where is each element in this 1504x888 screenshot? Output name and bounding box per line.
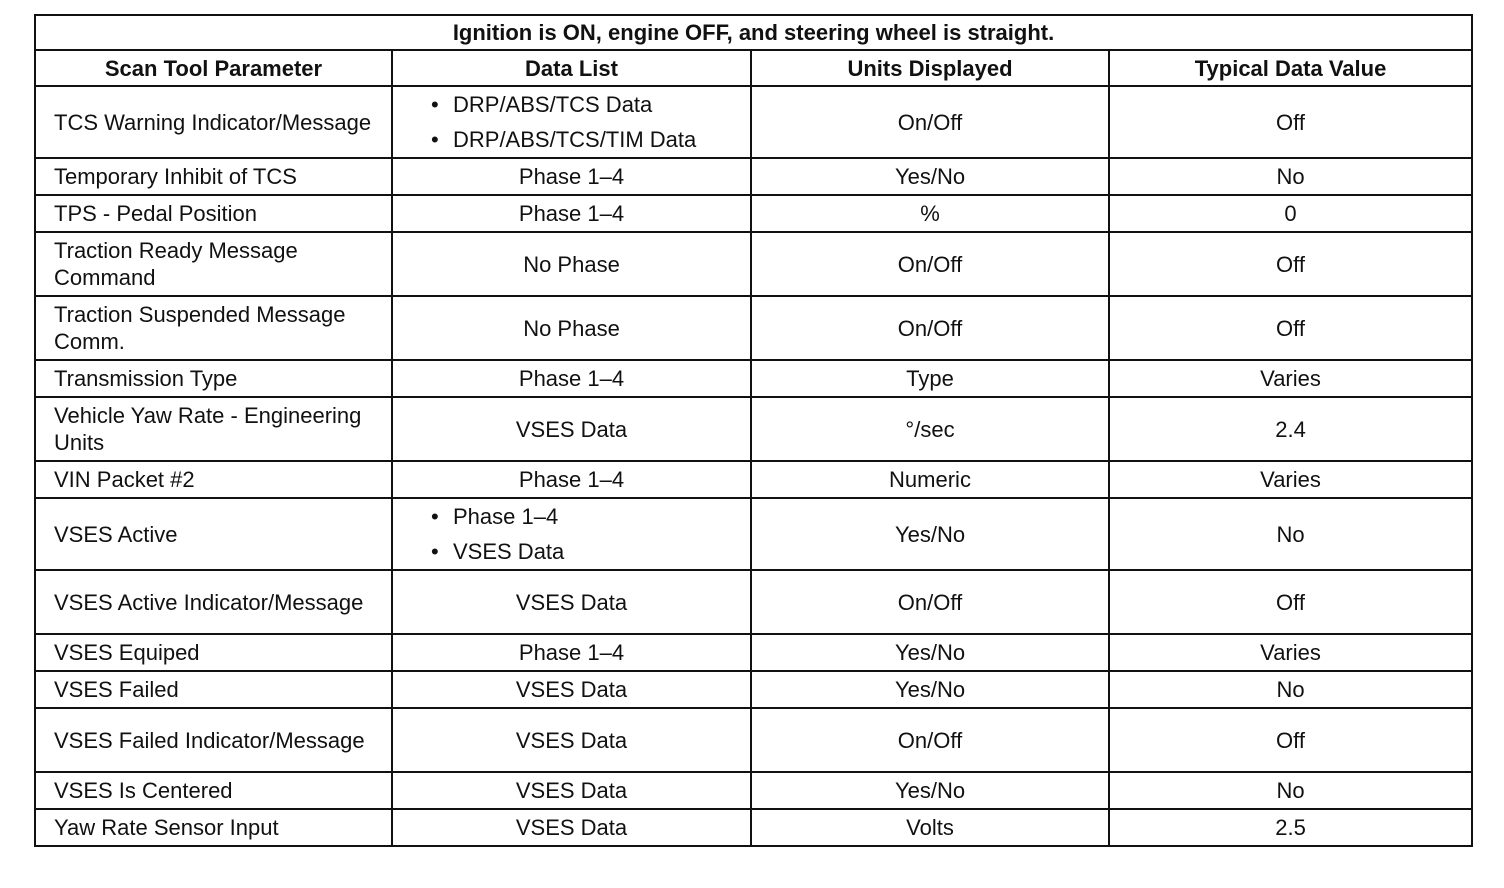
table-row bbox=[35, 360, 1472, 397]
parameter-cell: TPS - Pedal Position bbox=[35, 195, 392, 232]
value-cell: Off bbox=[1109, 86, 1472, 158]
data-list-cell bbox=[392, 86, 751, 158]
parameter-cell: VSES Failed Indicator/Message bbox=[35, 708, 392, 772]
table-row bbox=[35, 708, 1472, 772]
data-list-item: • DRP/ABS/TCS/TIM Data bbox=[431, 122, 750, 157]
table-row bbox=[35, 809, 1472, 846]
parameter-cell: VSES Failed bbox=[35, 671, 392, 708]
units-cell: Yes/No bbox=[751, 158, 1109, 195]
parameter-cell: TCS Warning Indicator/Message bbox=[35, 86, 392, 158]
parameter-cell: Yaw Rate Sensor Input bbox=[35, 809, 392, 846]
data-list-cell bbox=[392, 498, 751, 570]
header-scan-tool-parameter: Scan Tool Parameter bbox=[35, 50, 392, 86]
value-cell: 2.4 bbox=[1109, 397, 1472, 461]
parameter-cell: Transmission Type bbox=[35, 360, 392, 397]
units-cell: Yes/No bbox=[751, 498, 1109, 570]
value-cell: Off bbox=[1109, 296, 1472, 360]
value-cell: No bbox=[1109, 158, 1472, 195]
data-list-cell: Phase 1–4 bbox=[392, 360, 751, 397]
scan-tool-data-table bbox=[34, 14, 1473, 847]
units-cell: Yes/No bbox=[751, 671, 1109, 708]
caption-row bbox=[35, 15, 1472, 50]
table-row bbox=[35, 671, 1472, 708]
parameter-cell: VSES Equiped bbox=[35, 634, 392, 671]
units-cell: On/Off bbox=[751, 232, 1109, 296]
table-row bbox=[35, 397, 1472, 461]
data-list-cell: Phase 1–4 bbox=[392, 158, 751, 195]
units-cell: Volts bbox=[751, 809, 1109, 846]
units-cell: Yes/No bbox=[751, 634, 1109, 671]
data-list-cell: VSES Data bbox=[392, 809, 751, 846]
value-cell: No bbox=[1109, 772, 1472, 809]
parameter-cell: VSES Active bbox=[35, 498, 392, 570]
value-cell: Off bbox=[1109, 570, 1472, 634]
header-data-list: Data List bbox=[392, 50, 751, 86]
data-list-cell: Phase 1–4 bbox=[392, 461, 751, 498]
value-cell: Off bbox=[1109, 708, 1472, 772]
data-list-cell: VSES Data bbox=[392, 708, 751, 772]
units-cell: % bbox=[751, 195, 1109, 232]
table-row bbox=[35, 86, 1472, 158]
value-cell: 2.5 bbox=[1109, 809, 1472, 846]
header-row bbox=[35, 50, 1472, 86]
data-list-cell: Phase 1–4 bbox=[392, 634, 751, 671]
data-list-bullets bbox=[393, 499, 750, 569]
data-list-item: • VSES Data bbox=[431, 534, 750, 569]
units-cell: Numeric bbox=[751, 461, 1109, 498]
table-row bbox=[35, 461, 1472, 498]
header-typical-data-value: Typical Data Value bbox=[1109, 50, 1472, 86]
data-list-item: • Phase 1–4 bbox=[431, 499, 750, 534]
parameter-cell: Traction Suspended Message Comm. bbox=[35, 296, 392, 360]
value-cell: Off bbox=[1109, 232, 1472, 296]
value-cell: Varies bbox=[1109, 634, 1472, 671]
header-units-displayed: Units Displayed bbox=[751, 50, 1109, 86]
parameter-cell: Vehicle Yaw Rate - Engineering Units bbox=[35, 397, 392, 461]
data-list-cell: VSES Data bbox=[392, 671, 751, 708]
units-cell: On/Off bbox=[751, 708, 1109, 772]
units-cell: °/sec bbox=[751, 397, 1109, 461]
table-row bbox=[35, 498, 1472, 570]
table-row bbox=[35, 634, 1472, 671]
data-list-cell: No Phase bbox=[392, 232, 751, 296]
data-list-cell: VSES Data bbox=[392, 772, 751, 809]
units-cell: On/Off bbox=[751, 570, 1109, 634]
data-list-bullets bbox=[393, 87, 750, 157]
data-list-cell: VSES Data bbox=[392, 397, 751, 461]
data-list-cell: VSES Data bbox=[392, 570, 751, 634]
table-row bbox=[35, 296, 1472, 360]
table-row bbox=[35, 772, 1472, 809]
value-cell: 0 bbox=[1109, 195, 1472, 232]
units-cell: On/Off bbox=[751, 296, 1109, 360]
parameter-cell: Traction Ready Message Command bbox=[35, 232, 392, 296]
parameter-cell: VSES Is Centered bbox=[35, 772, 392, 809]
units-cell: On/Off bbox=[751, 86, 1109, 158]
parameter-cell: VSES Active Indicator/Message bbox=[35, 570, 392, 634]
value-cell: No bbox=[1109, 671, 1472, 708]
units-cell: Type bbox=[751, 360, 1109, 397]
parameter-cell: VIN Packet #2 bbox=[35, 461, 392, 498]
table-row bbox=[35, 570, 1472, 634]
table-row bbox=[35, 158, 1472, 195]
data-list-item: • DRP/ABS/TCS Data bbox=[431, 87, 750, 122]
table-caption: Ignition is ON, engine OFF, and steering wheel is straight. bbox=[35, 15, 1472, 50]
table-row bbox=[35, 232, 1472, 296]
value-cell: No bbox=[1109, 498, 1472, 570]
data-list-cell: Phase 1–4 bbox=[392, 195, 751, 232]
data-list-cell: No Phase bbox=[392, 296, 751, 360]
value-cell: Varies bbox=[1109, 360, 1472, 397]
table-row bbox=[35, 195, 1472, 232]
units-cell: Yes/No bbox=[751, 772, 1109, 809]
value-cell: Varies bbox=[1109, 461, 1472, 498]
parameter-cell: Temporary Inhibit of TCS bbox=[35, 158, 392, 195]
